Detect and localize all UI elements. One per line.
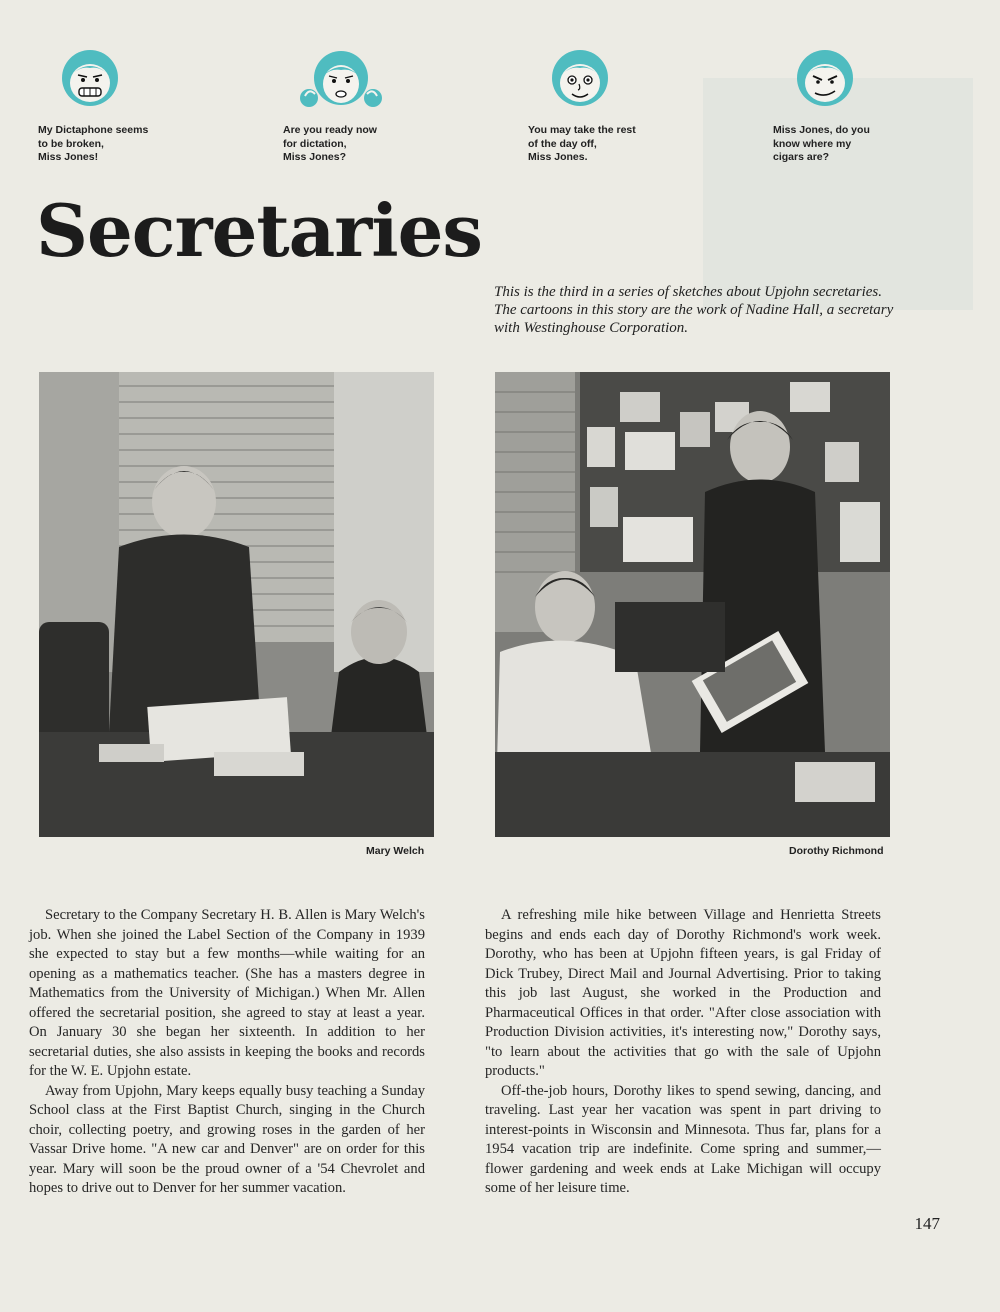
article-column-right [485, 906, 881, 1199]
office-photo-image [495, 372, 890, 837]
grimacing-face-icon [60, 48, 120, 110]
article-paragraph: Secretary to the Company Secretary H. B. Allen is Mary Welch's job. When she joined the Label Section of the Company in 1939 she expected to stay but a few months—while waiting for an opening as a mathematics teacher. (She has a masters degree in Mathematics from the University of Michigan.) When Mr. Allen offered the secretarial position, she agreed to stay at least a year. On January 30 she began her sixteenth. In addition to her secretarial duties, she also assists in keeping the books and records for the W. E. Upjohn estate. [29, 907, 425, 1079]
photo-caption: Dorothy Richmond [789, 845, 884, 857]
photo-caption: Mary Welch [366, 845, 425, 857]
intro-text [494, 283, 914, 337]
office-photo-image [39, 372, 434, 837]
page-title: Secretaries [36, 188, 482, 273]
scheming-face-icon [795, 48, 855, 110]
cartoon-caption: My Dictaphone seems to be broken, Miss Jones! [38, 124, 149, 163]
photo-mary-welch [39, 372, 434, 837]
page-number: 147 [914, 1214, 940, 1233]
cartoon-caption: You may take the rest of the day off, Miss Jones. [528, 124, 636, 163]
intro-line: This is the third in a series of sketches about Upjohn secretaries. [494, 284, 883, 300]
cartoon-cigars [773, 48, 953, 165]
article-column-left [29, 906, 425, 1199]
cartoon-dictaphone [38, 48, 218, 165]
cartoon-caption: Are you ready now for dictation, Miss Jones? [283, 124, 377, 163]
article-paragraph: A refreshing mile hike between Village and Henrietta Streets begins and ends each day of Dorothy Richmond's work week. Dorothy, who has been at Upjohn fifteen years, is gal Friday of Dick Trubey, Direct Mail and Journal Advertising. Prior to taking this job last August, she worked in the Production and Pharmaceutical Offices in that order. "After close association with Production Division activities, it's interesting now," Dorothy says, "to learn about the activities that go with the sale of Upjohn products." [485, 907, 881, 1079]
surprised-face-icon [550, 48, 610, 110]
article-paragraph: Off-the-job hours, Dorothy likes to spend sewing, dancing, and traveling. Last year her vacation was spent in part driving to interest-points in Wisconsin and Minnesota. Thus far, plans for a 1954 vacation trip are indefinite. Come spring and summer,—flower gardening and week ends at Lake Michigan will occupy some of her leisure time. [485, 1082, 881, 1196]
startled-face-icon [299, 48, 383, 110]
photo-dorothy-richmond [495, 372, 890, 837]
article-paragraph: Away from Upjohn, Mary keeps equally busy teaching a Sunday School class at the First Baptist Church, singing in the Church choir, collecting poetry, and growing roses in the garden of her Vassar Drive home. "A new car and Denver" are on order for this year. Mary will soon be the proud owner of a '54 Chevrolet and hopes to drive out to Denver for her summer vacation. [29, 1082, 425, 1196]
cartoon-caption: Miss Jones, do you know where my cigars are? [773, 124, 870, 163]
intro-line: The cartoons in this story are the work of Nadine Hall, a secretary with Westinghouse Corporation. [494, 302, 894, 336]
cartoon-day-off [528, 48, 708, 165]
cartoon-dictation [283, 48, 463, 165]
